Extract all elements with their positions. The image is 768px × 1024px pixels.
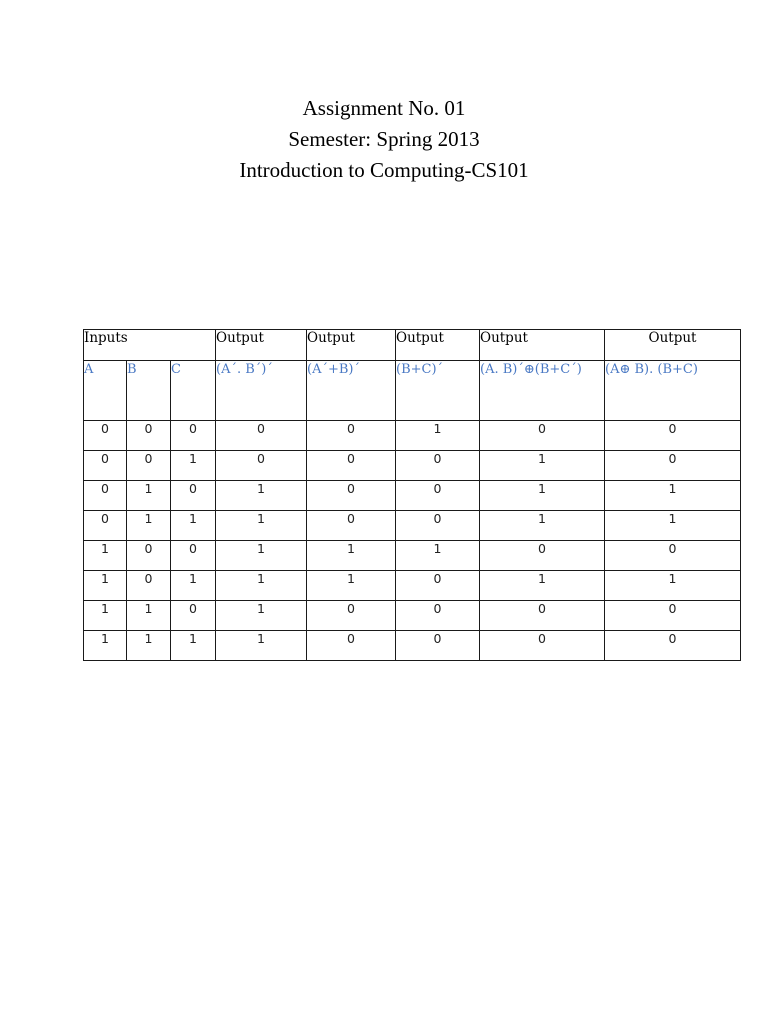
output-header: Output (216, 330, 307, 361)
table-cell: 1 (84, 571, 127, 601)
output-header: Output (480, 330, 605, 361)
table-cell: 1 (216, 631, 307, 661)
output-header: Output (396, 330, 480, 361)
expression-row (84, 361, 741, 421)
table-cell: 0 (480, 631, 605, 661)
document-title (0, 93, 768, 186)
table-cell: 1 (480, 451, 605, 481)
table-cell: 0 (605, 451, 741, 481)
table-cell: 0 (605, 601, 741, 631)
table-cell: 0 (84, 451, 127, 481)
table-cell: 1 (396, 421, 480, 451)
table-cell: 0 (396, 601, 480, 631)
course-heading: Introduction to Computing-CS101 (239, 158, 529, 182)
table-cell: 1 (171, 631, 216, 661)
input-a-label: A (84, 361, 127, 421)
table-cell: 0 (171, 541, 216, 571)
table-cell: 1 (127, 601, 171, 631)
table-row (84, 571, 741, 601)
truth-table (83, 329, 741, 661)
table-cell: 0 (307, 601, 396, 631)
input-b-label: B (127, 361, 171, 421)
table-cell: 1 (480, 571, 605, 601)
table-cell: 0 (605, 421, 741, 451)
table-cell: 0 (307, 451, 396, 481)
table-cell: 1 (127, 481, 171, 511)
table-cell: 0 (127, 571, 171, 601)
table-cell: 0 (171, 601, 216, 631)
output-header: Output (605, 330, 741, 361)
semester-heading: Semester: Spring 2013 (288, 127, 480, 151)
table-row (84, 601, 741, 631)
expression-label: (A. B)´⊕(B+C´) (480, 361, 605, 421)
table-cell: 0 (171, 481, 216, 511)
table-cell: 1 (480, 481, 605, 511)
table-row (84, 541, 741, 571)
table-cell: 1 (605, 481, 741, 511)
table-cell: 0 (396, 481, 480, 511)
table-cell: 1 (307, 571, 396, 601)
table-cell: 0 (396, 571, 480, 601)
table-cell: 0 (396, 631, 480, 661)
table-cell: 1 (480, 511, 605, 541)
table-cell: 1 (216, 601, 307, 631)
table-cell: 0 (171, 421, 216, 451)
table-row (84, 631, 741, 661)
table-cell: 0 (480, 601, 605, 631)
table-cell: 1 (84, 541, 127, 571)
expression-label: (A´+B)´ (307, 361, 396, 421)
output-header: Output (307, 330, 396, 361)
inputs-header: Inputs (84, 330, 216, 361)
table-row (84, 451, 741, 481)
expression-label: (A´. B´)´ (216, 361, 307, 421)
table-cell: 0 (396, 511, 480, 541)
table-row (84, 421, 741, 451)
table-cell: 1 (216, 511, 307, 541)
table-cell: 1 (605, 511, 741, 541)
header-row (84, 330, 741, 361)
table-cell: 1 (216, 541, 307, 571)
table-cell: 0 (84, 481, 127, 511)
table-cell: 1 (127, 631, 171, 661)
table-cell: 0 (307, 511, 396, 541)
table-cell: 1 (396, 541, 480, 571)
table-cell: 1 (171, 571, 216, 601)
table-cell: 0 (307, 481, 396, 511)
table-cell: 0 (605, 541, 741, 571)
truth-table-body (84, 421, 741, 661)
expression-label: (B+C)´ (396, 361, 480, 421)
table-row (84, 511, 741, 541)
table-cell: 0 (127, 421, 171, 451)
table-cell: 0 (480, 421, 605, 451)
table-cell: 0 (216, 421, 307, 451)
table-cell: 0 (216, 451, 307, 481)
expression-label: (A⊕ B). (B+C) (605, 361, 741, 421)
table-cell: 1 (84, 631, 127, 661)
table-cell: 0 (396, 451, 480, 481)
table-cell: 1 (216, 571, 307, 601)
table-cell: 1 (605, 571, 741, 601)
table-row (84, 481, 741, 511)
table-cell: 1 (307, 541, 396, 571)
table-cell: 0 (84, 421, 127, 451)
table-cell: 1 (84, 601, 127, 631)
table-cell: 0 (480, 541, 605, 571)
table-cell: 0 (127, 451, 171, 481)
table-cell: 1 (171, 511, 216, 541)
assignment-heading: Assignment No. 01 (302, 96, 466, 120)
table-cell: 0 (127, 541, 171, 571)
table-cell: 0 (84, 511, 127, 541)
table-cell: 0 (307, 421, 396, 451)
table-cell: 1 (171, 451, 216, 481)
table-cell: 1 (216, 481, 307, 511)
input-c-label: C (171, 361, 216, 421)
table-cell: 0 (605, 631, 741, 661)
table-cell: 0 (307, 631, 396, 661)
table-cell: 1 (127, 511, 171, 541)
